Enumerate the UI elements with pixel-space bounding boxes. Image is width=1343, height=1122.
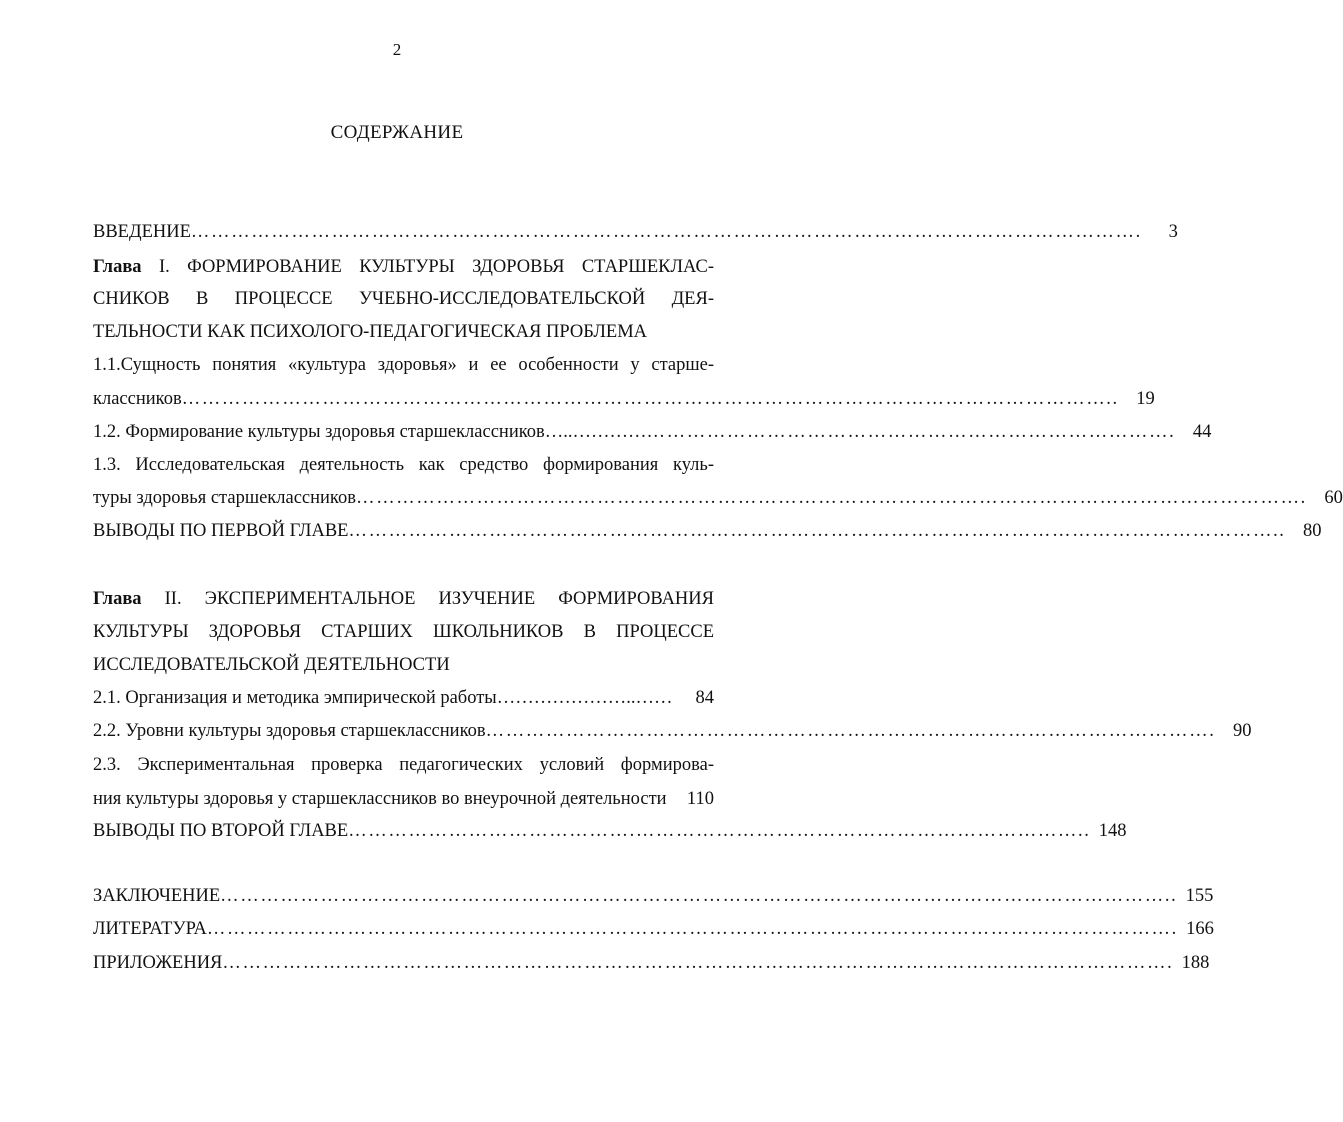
toc-section-1-3-line-2[interactable] [93,485,1343,511]
section-title-part: классников [93,389,182,409]
toc-chapter-1-line-1[interactable] [93,254,714,280]
toc-entry-appendices[interactable] [93,950,1210,976]
toc-entry-label: ВВЕДЕНИЕ [93,222,191,242]
dot-leader: ………………………………………………………………………………………………………………………………. [206,919,1178,939]
section-title: 1.2. Формирование культуры здоровья старшеклассников…..………… [93,422,647,442]
toc-entry-label: ВЫВОДЫ ПО ПЕРВОЙ ГЛАВЕ [93,521,349,541]
toc-entry-literature[interactable] [93,916,1214,942]
toc-chapter-1-line-2[interactable] [93,286,714,312]
toc-section-2-1[interactable] [93,685,714,711]
chapter-title-part: КУЛЬТУРЫ ЗДОРОВЬЯ СТАРШИХ ШКОЛЬНИКОВ В ПРОЦЕССЕ [93,622,714,642]
section-title: 2.1. Организация и методика эмпирической работы…………………..…… [93,688,673,708]
toc-entry-label: ПРИЛОЖЕНИЯ [93,953,223,973]
toc-entry-conclusions-chapter-2[interactable] [93,818,1127,844]
toc-page-number: 44 [1192,422,1212,442]
toc-chapter-2-line-3[interactable] [93,652,714,678]
toc-page-number: 80 [1303,521,1322,541]
toc-entry-label: ЗАКЛЮЧЕНИЕ [93,886,221,906]
section-title-part: ния культуры здоровья у старшеклассников во внеурочной деятельности [93,789,667,809]
dot-leader: ……………………………………………………………………………………………………………………………. [190,222,1142,242]
chapter-label: Глава [93,589,142,609]
toc-chapter-1-line-3[interactable] [93,319,714,345]
dot-leader: ……………………………………………………………………………………………………………………………. [355,488,1307,508]
toc-section-1-2[interactable] [93,419,1212,445]
toc-page-number: 148 [1098,821,1127,841]
chapter-numeral: I. [158,257,170,277]
chapter-numeral: II. [164,589,182,609]
dot-leader: ………………………………………………………………………………………………………………………….. [348,521,1286,541]
toc-page-number: 3 [1168,222,1178,242]
dot-leader: ………………………………………………………………………………………………. [485,721,1216,741]
chapter-title-part: ИССЛЕДОВАТЕЛЬСКОЙ ДЕЯТЕЛЬНОСТИ [93,655,450,675]
toc-chapter-2-line-1[interactable] [93,586,714,612]
chapter-title-part: ФОРМИРОВАНИЕ КУЛЬТУРЫ ЗДОРОВЬЯ СТАРШЕКЛАС- [187,257,715,277]
chapter-title-part: ЭКСПЕРИМЕНТАЛЬНОЕ ИЗУЧЕНИЕ ФОРМИРОВАНИЯ [204,589,714,609]
section-title-part: 1.1.Сущность понятия «культура здоровья» и ее особенности у старше- [93,355,714,375]
toc-section-2-3-line-2[interactable] [93,786,714,812]
toc-entry-label: ЛИТЕРАТУРА [93,919,207,939]
toc-page-number: 155 [1185,886,1214,906]
toc-section-2-3-line-1[interactable] [93,752,714,778]
toc-section-2-2[interactable] [93,718,1252,744]
section-title-part: 1.3. Исследовательская деятельность как средство формирования куль- [93,455,714,475]
chapter-title-part: СНИКОВ В ПРОЦЕССЕ УЧЕБНО-ИССЛЕДОВАТЕЛЬСКОЙ ДЕЯ- [93,289,714,309]
toc-entry-conclusions-chapter-1[interactable] [93,518,1322,544]
toc-page-number: 84 [695,688,714,708]
toc-section-1-3-line-1[interactable] [93,452,714,478]
page-number: 2 [392,40,402,59]
toc-entry-introduction[interactable] [93,219,1178,245]
page-title: СОДЕРЖАНИЕ [330,122,464,143]
toc-entry-label: ВЫВОДЫ ПО ВТОРОЙ ГЛАВЕ [93,821,349,841]
chapter-label: Глава [93,257,142,277]
toc-page-number: 90 [1232,721,1252,741]
toc-section-1-1-line-2[interactable] [93,386,1155,412]
toc-page-number: 110 [686,789,714,809]
section-title-part: туры здоровья старшеклассников [93,488,356,508]
dot-leader: …………………………………………………………………………………………………………………………….. [220,886,1178,906]
section-title: 2.2. Уровни культуры здоровья старшеклассников [93,721,486,741]
dot-leader: …………………………………….………………………………………………………….. [348,821,1091,841]
toc-entry-conclusion[interactable] [93,883,1214,909]
toc-page-number: 188 [1181,953,1210,973]
dot-leader: ………………………………………………………………………………………………………………………….. [181,389,1119,409]
toc-page-number: 60 [1324,488,1343,508]
toc-page-number: 19 [1136,389,1155,409]
toc-chapter-2-line-2[interactable] [93,619,714,645]
chapter-title-part: ТЕЛЬНОСТИ КАК ПСИХОЛОГО-ПЕДАГОГИЧЕСКАЯ ПРОБЛЕМА [93,322,648,342]
dot-leader: ……………………………………………………………………………………………………………………………. [222,953,1174,973]
section-title-part: 2.3. Экспериментальная проверка педагогических условий формирова- [93,755,714,775]
dot-leader: ……………………………………………………………………. [646,422,1176,442]
toc-page-number: 166 [1186,919,1214,939]
toc-section-1-1-line-1[interactable] [93,352,714,378]
